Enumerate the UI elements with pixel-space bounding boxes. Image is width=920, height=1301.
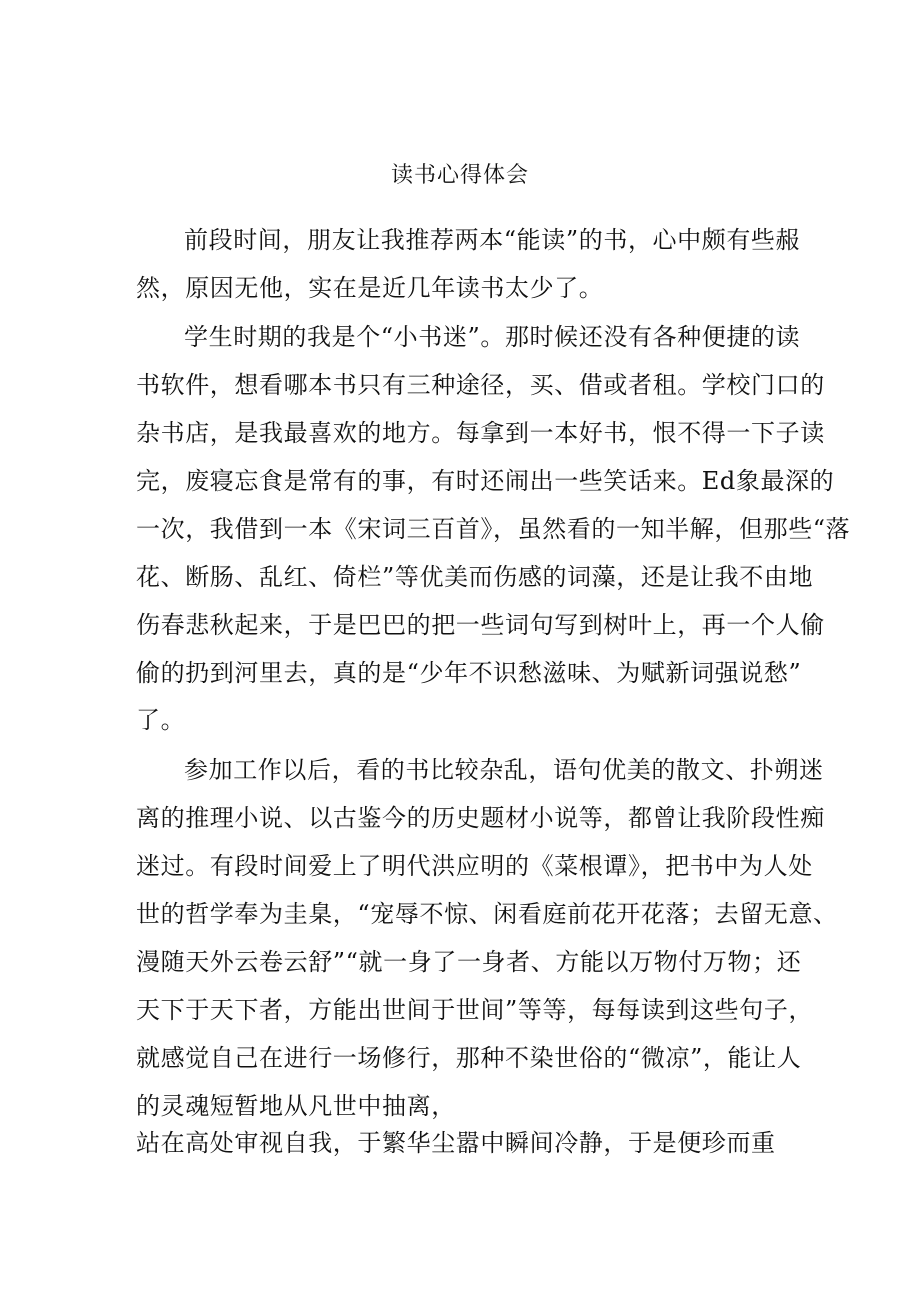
text-line: 前段时间，朋友让我推荐两本“能读”的书，心中颇有些赧	[184, 226, 801, 254]
text-line: 世的哲学奉为圭臬，“宠辱不惊、闲看庭前花开花落；去留无意、	[136, 900, 838, 928]
document-title: 读书心得体会	[390, 163, 529, 188]
text-line: 天下于天下者，方能出世间于世间”等等，每每读到这些句子，	[136, 996, 814, 1024]
text-line: 迷过。有段时间爱上了明代洪应明的《菜根谭》，把书中为人处	[136, 852, 813, 880]
text-line: 站在高处审视自我，于繁华尘嚣中瞬间冷静，于是便珍而重	[136, 1129, 776, 1157]
text-line: 就感觉自己在进行一场修行，那种不染世俗的“微凉”，能让人	[136, 1044, 802, 1072]
text-line: 花、断肠、乱红、倚栏”等优美而伤感的词藻，还是让我不由地	[136, 563, 814, 591]
text-line: 离的推理小说、以古鉴今的历史题材小说等，都曾让我阶段性痴	[136, 804, 825, 832]
text-line: 偷的扔到河里去，真的是“少年不识愁滋味、为赋新词强说愁”	[136, 659, 802, 687]
text-line: 的灵魂短暂地从凡世中抽离，	[136, 1092, 456, 1120]
text-line: 一次，我借到一本《宋词三百首》，虽然看的一知半解，但那些“落	[136, 515, 851, 543]
text-line: 书软件，想看哪本书只有三种途径，买、借或者租。学校门口的	[136, 371, 825, 399]
text-line: 杂书店，是我最喜欢的地方。每拿到一本好书，恨不得一下子读	[136, 419, 825, 447]
text-line: 伤春悲秋起来，于是巴巴的把一些词句写到树叶上，再一个人偷	[136, 611, 825, 639]
text-line: 然，原因无他，实在是近几年读书太少了。	[136, 274, 604, 302]
text-line: 了。	[136, 706, 186, 734]
text-line: 漫随天外云卷云舒”“就一身了一身者、方能以万物付万物；还	[136, 948, 802, 976]
text-line: 参加工作以后，看的书比较杂乱，语句优美的散文、扑朔迷	[184, 756, 824, 784]
text-line: 学生时期的我是个“小书迷”。那时候还没有各种便捷的读	[184, 323, 801, 351]
text-line: 完，废寝忘食是常有的事，有时还闹出一些笑话来。Ed象最深的	[136, 467, 835, 495]
